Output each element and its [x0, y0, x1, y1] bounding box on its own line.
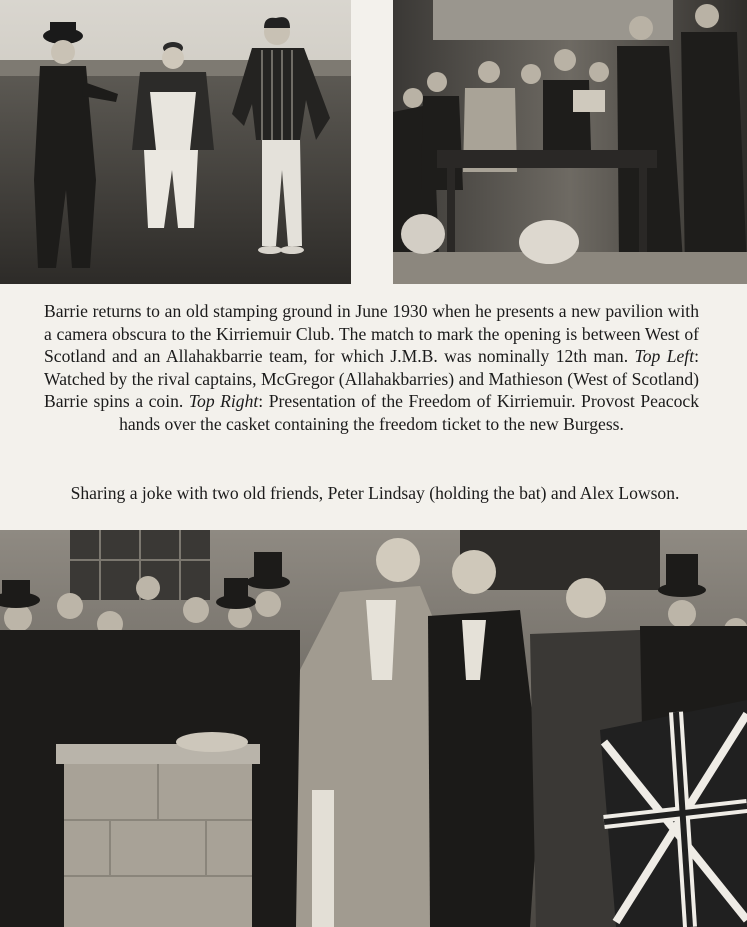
caption-part2: : Watched by the rival captains, McGregor (Allahakbarries) and Mathieson (West of Scotland) Barrie spins a coin. [44, 346, 699, 412]
photo-bottom [0, 530, 747, 927]
caption-top-right-label: Top Right [188, 391, 259, 412]
caption-bottom: Sharing a joke with two old friends, Peter Lindsay (holding the bat) and Alex Lowson. [70, 483, 680, 503]
caption-main [44, 300, 699, 436]
caption-top-left-label: Top Left [634, 346, 695, 367]
photo-top-left [0, 0, 351, 284]
photo-top-right [393, 0, 747, 284]
caption-part1: Barrie returns to an old stamping ground in June 1930 when he presents a new pavilion with a camera obscura to the Kirriemuir Club. The match to mark the opening is between West of Scotland and an Allahakbarrie team, for which J.M.B. was nominally 12th man. [44, 301, 699, 367]
caption-part3: : Presentation of the Freedom of Kirriemuir. Provost Peacock hands over the casket containing the freedom ticket to the new Burgess. [119, 391, 699, 434]
